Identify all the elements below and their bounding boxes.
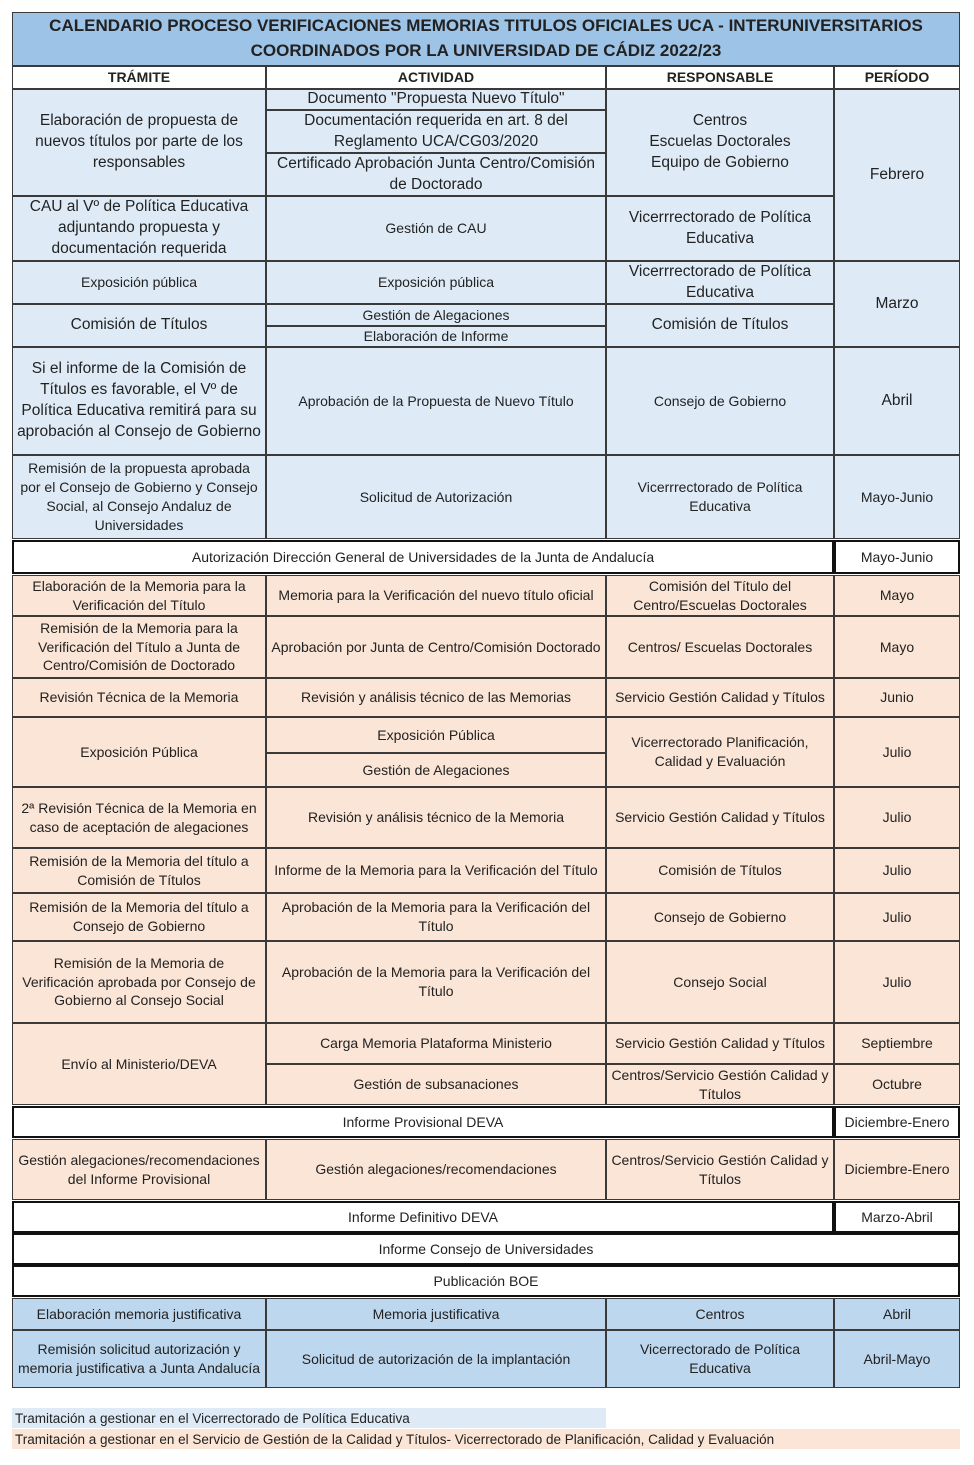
periodo-cell: Julio: [834, 893, 960, 941]
responsable-cell: Centros/ Escuelas Doctorales: [606, 616, 834, 678]
tramite-cell: Elaboración memoria justificativa: [12, 1298, 266, 1330]
responsable-cell: Centros/Servicio Gestión Calidad y Títulos: [606, 1139, 834, 1200]
tramite-cell: Comisión de Títulos: [12, 304, 266, 347]
milestone-row: Informe Consejo de Universidades: [12, 1233, 960, 1265]
table-title: CALENDARIO PROCESO VERIFICACIONES MEMORIAS TITULOS OFICIALES UCA - INTERUNIVERSITARIOS COORDINADOS POR LA UNIVERSIDAD DE CÁDIZ 2022/23: [12, 12, 960, 66]
responsable-cell: Servicio Gestión Calidad y Títulos: [606, 678, 834, 717]
tramite-cell: Exposición Pública: [12, 717, 266, 787]
legend-vpe: [12, 1408, 606, 1428]
actividad-cell: Memoria justificativa: [266, 1298, 606, 1330]
actividad-cell: Documentación requerida en art. 8 del Reglamento UCA/CG03/2020: [266, 110, 606, 153]
tramite-cell: Si el informe de la Comisión de Títulos es favorable, el Vº de Política Educativa remitirá para su aprobación al Consejo de Gobierno: [12, 347, 266, 455]
actividad-cell: Solicitud de Autorización: [266, 455, 606, 539]
responsable-cell: Servicio Gestión Calidad y Títulos: [606, 1023, 834, 1064]
responsable-cell: Consejo Social: [606, 941, 834, 1023]
tramite-cell: Remisión solicitud autorización y memoria justificativa a Junta Andalucía: [12, 1330, 266, 1388]
responsable-cell: Comisión de Títulos: [606, 848, 834, 893]
tramite-cell: Elaboración de la Memoria para la Verificación del Título: [12, 575, 266, 616]
actividad-cell: Informe de la Memoria para la Verificación del Título: [266, 848, 606, 893]
actividad-cell: Gestión de CAU: [266, 196, 606, 261]
periodo-cell: Diciembre-Enero: [834, 1106, 960, 1138]
responsable-cell: Comisión del Título del Centro/Escuelas Doctorales: [606, 575, 834, 616]
actividad-cell: Documento "Propuesta Nuevo Título": [266, 89, 606, 110]
tramite-cell: CAU al Vº de Política Educativa adjuntando propuesta y documentación requerida: [12, 196, 266, 261]
tramite-cell: Remisión de la Memoria del título a Consejo de Gobierno: [12, 893, 266, 941]
tramite-cell: Gestión alegaciones/recomendaciones del Informe Provisional: [12, 1139, 266, 1200]
tramite-cell: Envío al Ministerio/DEVA: [12, 1023, 266, 1105]
actividad-cell: Elaboración de Informe: [266, 326, 606, 347]
actividad-cell: Aprobación por Junta de Centro/Comisión Doctorado: [266, 616, 606, 678]
legend-vpe-label: Tramitación a gestionar en el Vicerrectorado de Política Educativa: [15, 1410, 410, 1426]
actividad-cell: Revisión y análisis técnico de la Memoria: [266, 787, 606, 848]
actividad-cell: Aprobación de la Memoria para la Verificación del Título: [266, 941, 606, 1023]
periodo-cell: Marzo: [834, 261, 960, 347]
milestone-row: Autorización Dirección General de Universidades de la Junta de Andalucía: [12, 540, 834, 574]
responsable-cell: Centros/Servicio Gestión Calidad y Títulos: [606, 1064, 834, 1105]
calendar-table: [12, 12, 960, 1388]
periodo-cell: Julio: [834, 848, 960, 893]
periodo-cell: Diciembre-Enero: [834, 1139, 960, 1200]
periodo-cell: Septiembre: [834, 1023, 960, 1064]
responsable-cell: Centros: [606, 1298, 834, 1330]
periodo-cell: Junio: [834, 678, 960, 717]
tramite-cell: Exposición pública: [12, 261, 266, 304]
periodo-cell: Julio: [834, 787, 960, 848]
periodo-cell: Abril: [834, 1298, 960, 1330]
milestone-row: Informe Definitivo DEVA: [12, 1201, 834, 1233]
tramite-cell: Remisión de la propuesta aprobada por el Consejo de Gobierno y Consejo Social, al Consejo Andaluz de Universidades: [12, 455, 266, 539]
periodo-cell: Febrero: [834, 89, 960, 261]
periodo-cell: Abril-Mayo: [834, 1330, 960, 1388]
actividad-cell: Aprobación de la Memoria para la Verificación del Título: [266, 893, 606, 941]
periodo-cell: Abril: [834, 347, 960, 455]
periodo-cell: Julio: [834, 717, 960, 787]
actividad-cell: Gestión alegaciones/recomendaciones: [266, 1139, 606, 1200]
tramite-cell: 2ª Revisión Técnica de la Memoria en caso de aceptación de alegaciones: [12, 787, 266, 848]
responsable-cell: Vicerrectorado Planificación, Calidad y Evaluación: [606, 717, 834, 787]
actividad-cell: Revisión y análisis técnico de las Memorias: [266, 678, 606, 717]
actividad-cell: Aprobación de la Propuesta de Nuevo Título: [266, 347, 606, 455]
header-actividad: ACTIVIDAD: [266, 66, 606, 89]
responsable-cell: Consejo de Gobierno: [606, 893, 834, 941]
tramite-cell: Remisión de la Memoria del título a Comisión de Títulos: [12, 848, 266, 893]
actividad-cell: Certificado Aprobación Junta Centro/Comisión de Doctorado: [266, 153, 606, 196]
actividad-cell: Gestión de subsanaciones: [266, 1064, 606, 1105]
periodo-cell: Mayo: [834, 616, 960, 678]
legend-quality-label: Tramitación a gestionar en el Servicio de Gestión de la Calidad y Títulos- Vicerrectorado de Planificación, Calidad y Evaluación: [15, 1431, 775, 1447]
periodo-cell: Mayo: [834, 575, 960, 616]
responsable-cell: Vicerrectorado de Política Educativa: [606, 1330, 834, 1388]
header-periodo: PERÍODO: [834, 66, 960, 89]
actividad-cell: Exposición Pública: [266, 717, 606, 753]
actividad-cell: Memoria para la Verificación del nuevo título oficial: [266, 575, 606, 616]
actividad-cell: Solicitud de autorización de la implantación: [266, 1330, 606, 1388]
header-responsable: RESPONSABLE: [606, 66, 834, 89]
periodo-cell: Marzo-Abril: [834, 1201, 960, 1233]
periodo-cell: Mayo-Junio: [834, 540, 960, 574]
responsable-cell: Consejo de Gobierno: [606, 347, 834, 455]
tramite-cell: Elaboración de propuesta de nuevos títulos por parte de los responsables: [12, 89, 266, 196]
responsable-cell: Comisión de Títulos: [606, 304, 834, 347]
actividad-cell: Exposición pública: [266, 261, 606, 304]
responsable-cell: Servicio Gestión Calidad y Títulos: [606, 787, 834, 848]
tramite-cell: Remisión de la Memoria de Verificación aprobada por Consejo de Gobierno al Consejo Social: [12, 941, 266, 1023]
responsable-cell: Centros Escuelas Doctorales Equipo de Gobierno: [606, 89, 834, 196]
periodo-cell: Julio: [834, 941, 960, 1023]
milestone-row: Publicación BOE: [12, 1265, 960, 1297]
tramite-cell: Remisión de la Memoria para la Verificación del Título a Junta de Centro/Comisión de Doctorado: [12, 616, 266, 678]
periodo-cell: Mayo-Junio: [834, 455, 960, 539]
responsable-cell: Vicerrrectorado de Política Educativa: [606, 196, 834, 261]
responsable-cell: Vicerrrectorado de Política Educativa: [606, 455, 834, 539]
periodo-cell: Octubre: [834, 1064, 960, 1105]
responsable-cell: Vicerrrectorado de Política Educativa: [606, 261, 834, 304]
actividad-cell: Gestión de Alegaciones: [266, 753, 606, 787]
actividad-cell: Carga Memoria Plataforma Ministerio: [266, 1023, 606, 1064]
milestone-row: Informe Provisional DEVA: [12, 1106, 834, 1138]
actividad-cell: Gestión de Alegaciones: [266, 304, 606, 326]
tramite-cell: Revisión Técnica de la Memoria: [12, 678, 266, 717]
legend-quality: [12, 1429, 960, 1449]
header-tramite: TRÁMITE: [12, 66, 266, 89]
